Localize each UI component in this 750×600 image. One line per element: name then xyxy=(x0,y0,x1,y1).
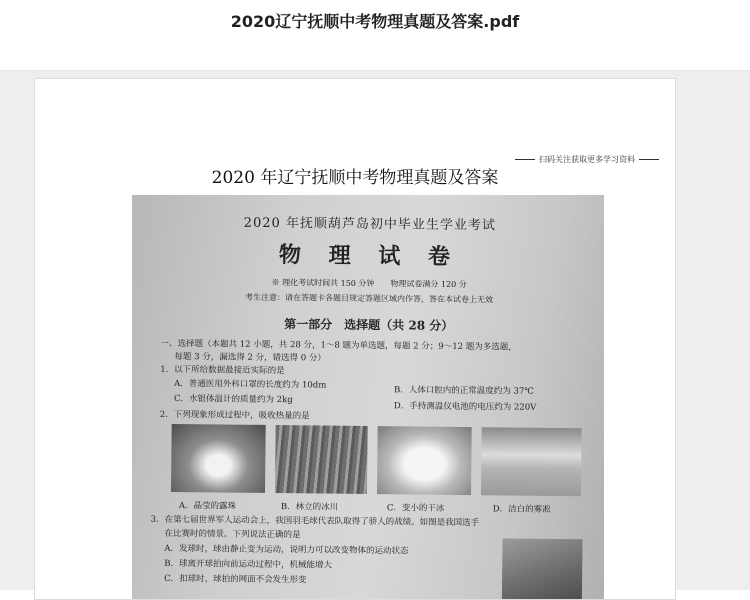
q1-option-a: A．普通医用外科口罩的长度约为 10dm xyxy=(174,378,327,391)
q3-option-c: C．扣球时，球拍的网面不会发生形变 xyxy=(164,573,307,586)
section-intro-line1: 一、选择题（本题共 12 小题，共 28 分，1～8 题为单选题，每题 2 分；9～12 题为多选题， xyxy=(160,338,517,353)
part-title: 第一部分 选择题（共 28 分） xyxy=(284,317,454,333)
pdf-page xyxy=(34,78,676,600)
q2-pictures xyxy=(171,424,582,498)
exam-paper-photo xyxy=(132,195,604,599)
section-intro-line2: 每题 3 分，漏选得 2 分，错选得 0 分） xyxy=(174,351,326,364)
q2-option-c: C．变小的干冰 xyxy=(386,503,445,514)
q3-option-a: A．发球时，球由静止变为运动，说明力可以改变物体的运动状态 xyxy=(164,543,409,557)
promo-left-rule xyxy=(515,159,535,160)
exam-title: 2020 年抚顺葫芦岛初中毕业生学业考试 xyxy=(243,215,496,234)
document-title: 2020辽宁抚顺中考物理真题及答案.pdf xyxy=(230,12,520,31)
q1-stem: 1．以下所给数据最接近实际的是 xyxy=(160,364,285,377)
title-bar xyxy=(0,0,750,71)
exam-meta-time: ※ 理化考试时间共 150 分钟 物理试卷满分 120 分 xyxy=(271,277,467,290)
q3-stem-line2: 在比赛时的情景。下列说法正确的是 xyxy=(164,528,301,541)
q2-option-a: A．晶莹的露珠 xyxy=(178,501,237,512)
q1-option-d: D．手持测温仪电池的电压约为 220V xyxy=(393,401,537,413)
exam-subject: 物 理 试 卷 xyxy=(278,242,461,270)
glacier-image xyxy=(275,425,368,494)
q3-stem-line1: 3．在第七届世界军人运动会上，我国羽毛球代表队取得了骄人的战绩。如图是我国选手 xyxy=(150,514,480,529)
pdf-viewer[interactable] xyxy=(0,71,750,590)
q2-option-d: D．洁白的雾凇 xyxy=(492,504,551,515)
exam-meta-notice: 考生注意：请在答题卡各题目规定答题区域内作答，答在本试卷上无效 xyxy=(244,292,494,305)
dry-ice-image xyxy=(377,426,472,495)
promo-right-rule xyxy=(639,159,659,160)
q3-option-b: B．球离开球拍向前运动过程中，机械能增大 xyxy=(164,558,333,571)
rime-image xyxy=(481,427,582,496)
page-heading: 2020 年辽宁抚顺中考物理真题及答案 xyxy=(211,168,499,188)
q1-option-c: C．水银体温计的质量约为 2kg xyxy=(173,393,293,406)
q1-option-b: B．人体口腔内的正常温度约为 37℃ xyxy=(394,385,534,397)
promo-text: 扫码关注获取更多学习资料 xyxy=(539,155,635,164)
q2-stem: 2．下列现象形成过程中，吸收热量的是 xyxy=(159,409,310,422)
q2-option-b: B．林立的冰川 xyxy=(280,502,339,513)
dewdrop-image xyxy=(171,424,266,493)
